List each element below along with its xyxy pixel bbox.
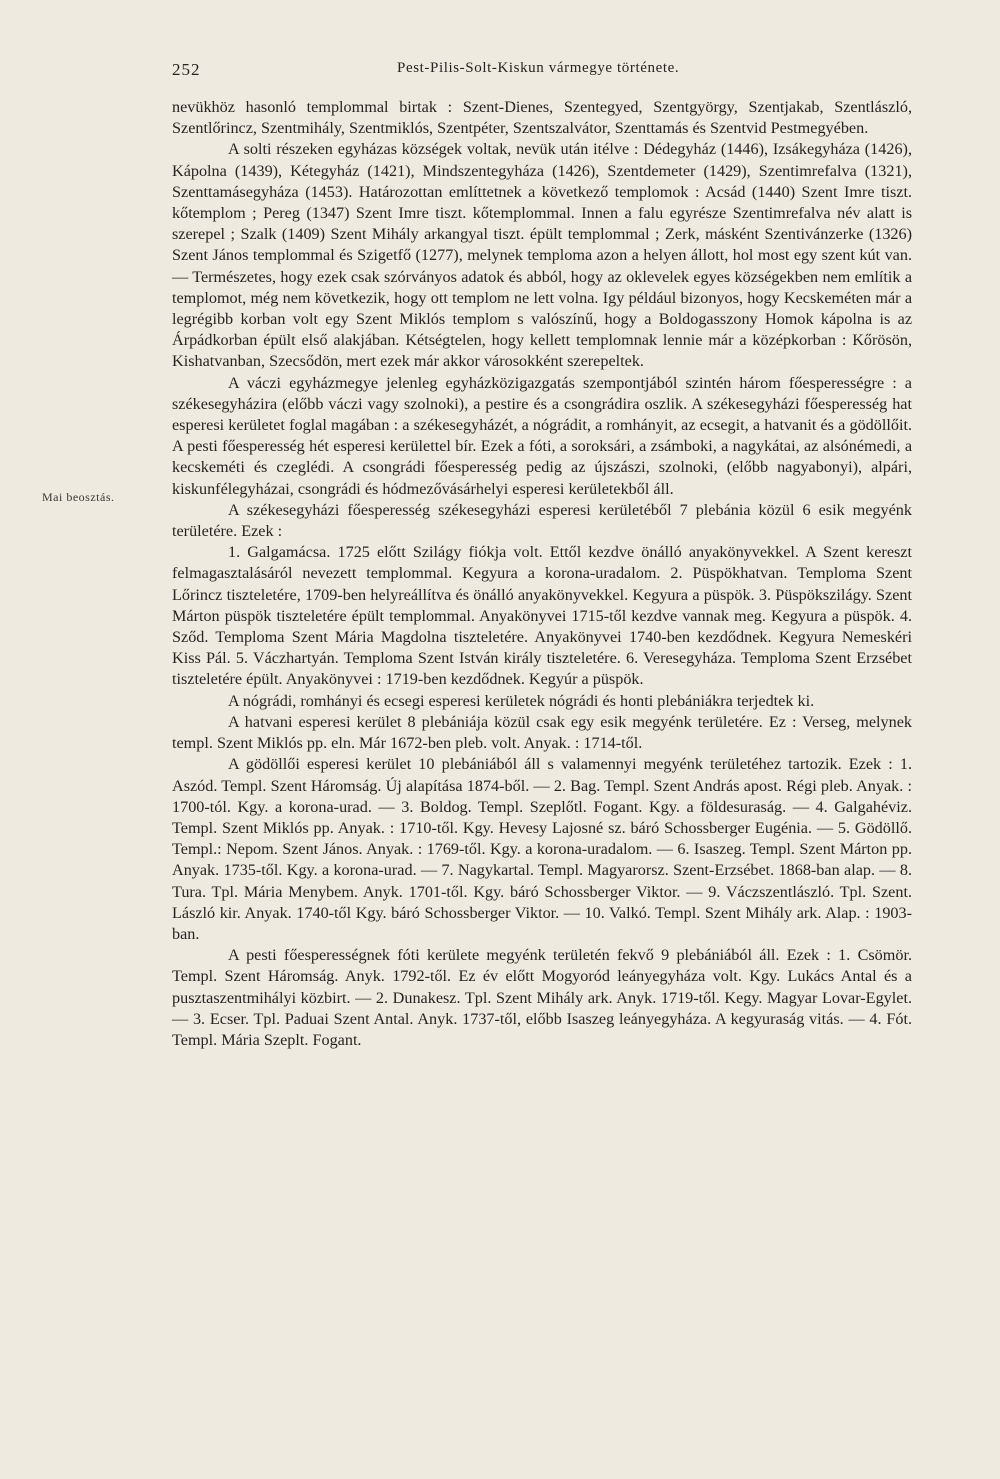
- paragraph: A váczi egyházmegye jelenleg egyházközigazgatás szempontjából szintén három főesperességre : a székesegyházira (előbb váczi vagy szolnoki), a pestire és a csongrádira oszlik. A székesegyházi főesperesség hat esperesi kerületet foglal magában : a székesegyházét, a nógrádit, a romhányit, az ecsegit, a hatvanit és a gödöllőit. A pesti főesperesség hét esperesi kerülettel bír. Ezek a fóti, a soroksári, a zsámboki, a nagykátai, az alsónémedi, a kecskeméti és czeglédi. A csongrádi főesperesség pedig az újszászi, szolnoki, (előbb nagyabonyi), alpári, kiskunfélegyházai, csongrádi és hódmezővásárhelyi esperesi kerületekből áll.: [172, 373, 912, 498]
- page-number: 252: [172, 60, 201, 79]
- page-header: [172, 60, 912, 86]
- paragraph: A pesti főesperességnek fóti kerülete megyénk területén fekvő 9 plebániából áll. Ezek : 1. Csömör. Templ. Szent Háromság. Anyk. 1792-től. Ez év előtt Mogyoród leányegyháza volt. Kgy. Lukács Antal és a pusztaszentmihályi közbirt. — 2. Dunakesz. Tpl. Szent Mihály ark. Anyk. 1719-től. Kegy. Magyar Lovar-Egylet. — 3. Ecser. Tpl. Paduai Szent Antal. Anyk. 1737-től, előbb Isaszeg leányegyháza. A kegyuraság vitás. — 4. Fót. Templ. Mária Szeplt. Fogant.: [172, 946, 912, 1049]
- paragraph: nevükhöz hasonló templommal birtak : Szent-Dienes, Szentegyed, Szentgyörgy, Szentjakab, Szentlászló, Szentlőrincz, Szentmihály, Szentmiklós, Szentpéter, Szentszalvátor, Szenttamás és Szentvid Pestmegyében.: [172, 98, 912, 138]
- running-title: Pest-Pilis-Solt-Kiskun vármegye története.: [397, 60, 680, 76]
- paragraph: A solti részeken egyházas községek voltak, nevük után itélve : Dédegyház (1446), Izsákegyháza (1426), Kápolna (1439), Kétegyház (1421), Mindszentegyháza (1426), Szentdemeter (1429), Szentimrefalva (1321), Szenttamásegyháza (1453). Határozottan említtetnek a következő templomok : Acsád (1440) Szent Imre tiszt. kőtemplom ; Pereg (1347) Szent Imre tiszt. kőtemplommal. Innen a falu egyrésze Szentimrefalva név alatt is szerepel ; Szalk (1409) Szent Mihály arkangyal tiszt. épült templommal ; Zerk, másként Szentivánzerke (1326) Szent János templommal és Szigetfő (1277), melynek temploma azon a helyen állott, hol most egy szent kút van. — Természetes, hogy ezek csak szórványos adatok és abból, hogy az oklevelek egyes községekben nem említik a templomot, még nem következik, hogy ott templom ne lett volna. Igy például bizonyos, hogy Kecskeméten már a legrégibb korban volt egy Szent Miklós templom s valószínű, hogy a Boldogasszony Homok kápolna is az Árpádkorban épült első alakjában. Kétségtelen, hogy kellett templomnak lennie már a középkorban : Kőrösön, Kishatvanban, Szecsődön, mert ezek már akkor városokként szerepeltek.: [172, 140, 912, 371]
- paragraph: A székesegyházi főesperesség székesegyházi esperesi kerületéből 7 plebánia közül 6 esik megyénk területére. Ezek :: [172, 500, 912, 541]
- paragraph: A nógrádi, romhányi és ecsegi esperesi kerületek nógrádi és honti plebániákra terjedtek ki.: [228, 691, 815, 710]
- margin-note: Mai beosztás.: [42, 490, 115, 504]
- paragraph: A gödöllői esperesi kerület 10 plebániából áll s valamennyi megyénk területéhez tartozik. Ezek : 1. Aszód. Templ. Szent Háromság. Új alapítása 1874-ből. — 2. Bag. Templ. Szent András apost. Régi pleb. Anyak. : 1700-tól. Kgy. a korona-urad. — 3. Boldog. Templ. Szeplőtl. Fogant. Kgy. a földesuraság. — 4. Galgahéviz. Templ. Szent Miklós pp. Anyak. : 1710-től. Kgy. Hevesy Lajosné sz. báró Schossberger Eugénia. — 5. Gödöllő. Templ.: Nepom. Szent János. Anyak. : 1769-től. Kgy. a korona-uradalom. — 6. Isaszeg. Templ. Szent Márton pp. Anyak. 1735-től. Kgy. a korona-urad. — 7. Nagykartal. Templ. Magyarorsz. Szent-Erzsébet. 1868-ban alap. — 8. Tura. Tpl. Mária Menybem. Anyk. 1701-től. Kgy. báró Schossberger Viktor. — 9. Váczszentlászló. Tpl. Szent. László kir. Anyak. 1740-től Kgy. báró Schossberger Viktor. — 10. Valkó. Templ. Szent Mihály ark. Alap. : 1903-ban.: [172, 755, 912, 943]
- body-text: [172, 97, 912, 1051]
- paragraph: 1. Galgamácsa. 1725 előtt Szilágy fiókja volt. Ettől kezdve önálló anyakönyvekkel. A Szent kereszt felmagasztalásáról nevezett templommal. Kegyura a korona-uradalom. 2. Püspökhatvan. Temploma Szent Lőrincz tiszteletére, 1709-ben helyreállítva és önálló anyakönyvekkel. Kegyura a püspök. 3. Püspökszilágy. Szent Márton püspök tiszteletére épült templommal. Anyakönyvei 1715-től kezdve vannak meg. Kegyura a püspök. 4. Sződ. Temploma Szent Mária Magdolna tiszteletére. Anyakönyvei 1740-ben kezdődnek. Kegyura Nemeskéri Kiss Pál. 5. Váczhartyán. Temploma Szent István király tiszteletére. 6. Veresegyháza. Temploma Szent Erzsébet tiszteletére épült. Anyakönyvei : 1719-ben kezdődnek. Kegyúr a püspök.: [172, 543, 912, 689]
- paragraph: A hatvani esperesi kerület 8 plebániája közül csak egy esik megyénk területére. Ez : Verseg, melynek templ. Szent Miklós pp. eln. Már 1672-ben pleb. volt. Anyak. : 1714-től.: [172, 712, 912, 753]
